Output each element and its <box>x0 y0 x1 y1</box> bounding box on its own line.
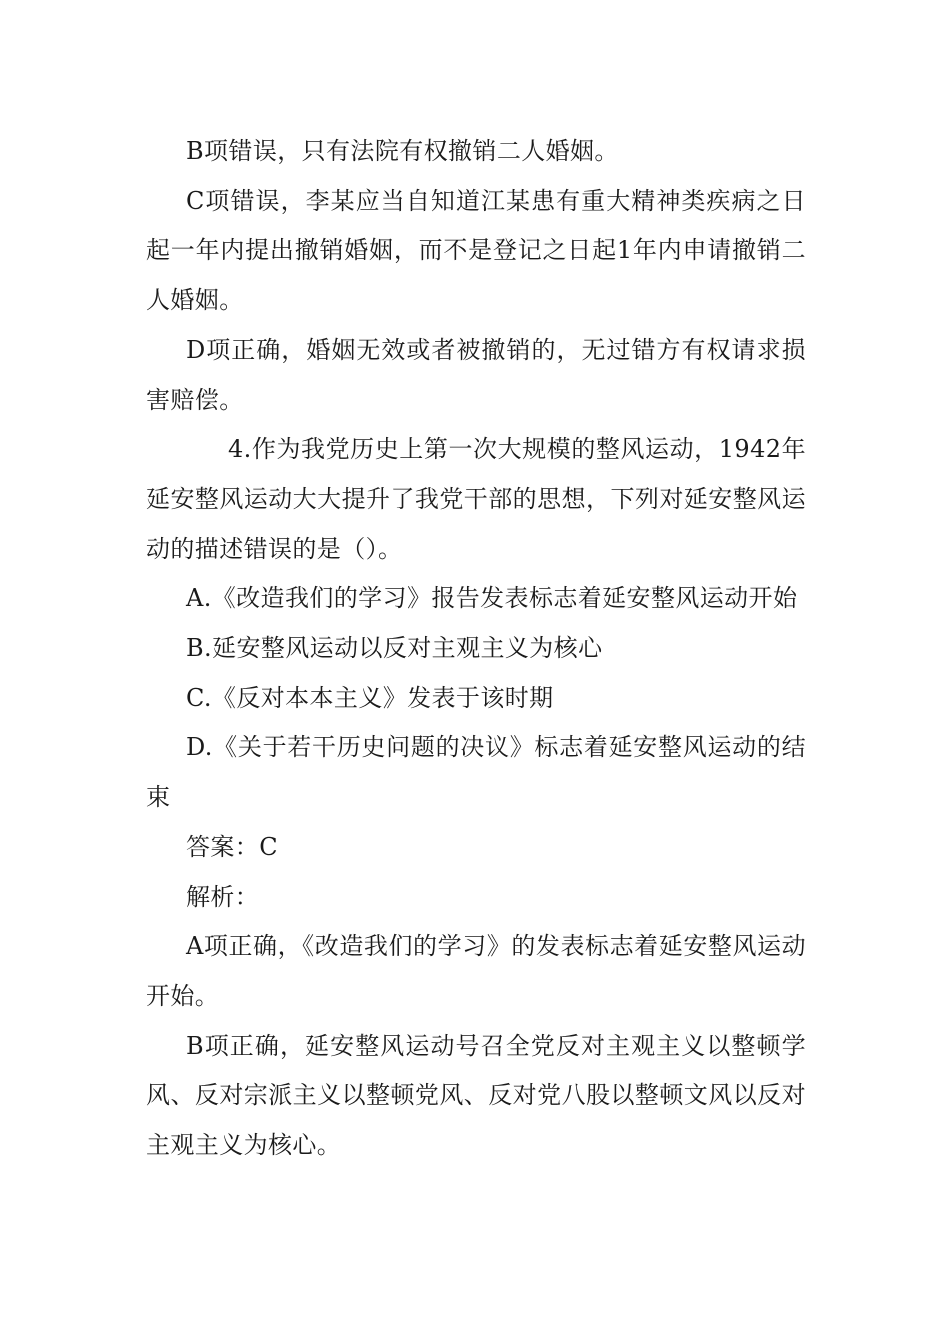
document-body <box>146 127 806 1171</box>
option-a: A.《改造我们的学习》报告发表标志着延安整风运动开始 <box>186 584 798 613</box>
answer: 答案：C <box>186 832 278 861</box>
analysis-a: A项正确，《改造我们的学习》的发表标志着延安整风运动开始。 <box>146 932 806 1010</box>
paragraph-b-wrong: B项错误，只有法院有权撤销二人婚姻。 <box>186 137 619 165</box>
analysis-heading: 解析： <box>186 882 260 911</box>
analysis-b: B项正确，延安整风运动号召全党反对主观主义以整顿学风、反对宗派主义以整顿党风、反对党八股以整顿文风以反对主观主义为核心。 <box>146 1031 806 1160</box>
option-d: D.《关于若干历史问题的决议》标志着延安整风运动的结束 <box>146 733 806 812</box>
question-4: 4.作为我党历史上第一次大规模的整风运动，1942年延安整风运动大大提升了我党干部的思想，下列对延安整风运动的描述错误的是（）。 <box>146 435 806 563</box>
paragraph-c-wrong: C项错误，李某应当自知道江某患有重大精神类疾病之日起一年内提出撤销婚姻，而不是登记之日起1年内申请撤销二人婚姻。 <box>146 186 806 315</box>
option-b: B.延安整风运动以反对主观主义为核心 <box>186 634 603 663</box>
paragraph-d-correct: D项正确，婚姻无效或者被撤销的，无过错方有权请求损害赔偿。 <box>146 335 806 414</box>
option-c: C.《反对本本主义》发表于该时期 <box>186 683 554 712</box>
